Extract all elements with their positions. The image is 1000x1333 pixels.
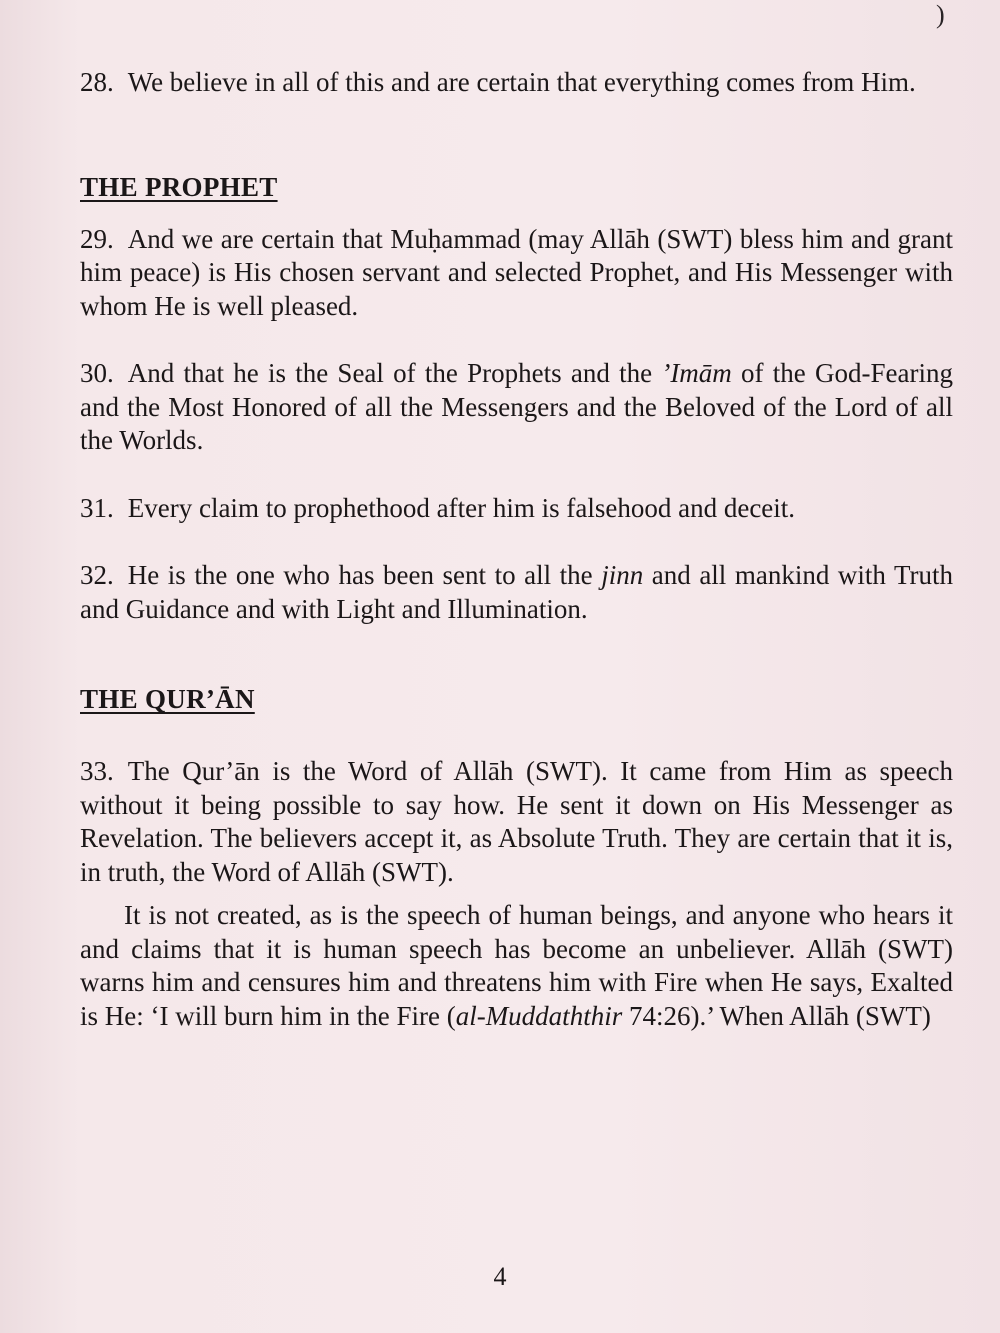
corner-mark: ) <box>936 0 945 29</box>
paragraph-text: The Qur’ān is the Word of Allāh (SWT). It came from Him as speech without it being possible to say how. He sent it down on His Messenger as Revelation. The believers accept it, as Absolute Truth. They are certain that it is, in truth, the Word of Allāh (SWT). <box>80 756 953 887</box>
paragraph-text-cont: of the God-Fearing and the Most Honored of all the Messengers and the Beloved of the Lord of all the Worlds. <box>80 358 953 455</box>
paragraph-text: And we are certain that Muḥammad (may Allāh (SWT) bless him and grant him peace) is His chosen servant and selected Prophet, and His Messenger with whom He is well pleased. <box>80 223 953 321</box>
paragraph-text: And that he is the Seal of the Prophets and the <box>127 358 662 388</box>
paragraph-number: 31. <box>80 492 114 523</box>
paragraph-text: He is the one who has been sent to all the <box>127 560 602 590</box>
paragraph-number: 29. <box>80 223 114 254</box>
page-number: 4 <box>493 1262 507 1291</box>
section-heading-prophet: THE PROPHET <box>80 171 278 202</box>
paragraph-30 <box>80 357 953 458</box>
paragraph-29 <box>80 223 953 324</box>
italic-term: ’Imām <box>661 358 732 388</box>
section-heading-quran: THE QUR’ĀN <box>80 684 255 714</box>
paragraph-number: 33. <box>80 756 114 786</box>
paragraph-number: 30. <box>80 358 114 388</box>
paragraph-28 <box>80 66 953 100</box>
paragraph-number: 32. <box>80 560 114 590</box>
paragraph-text-cont: and all mankind with Truth and Guidance and with Light and Illumination. <box>80 560 954 624</box>
paragraph-number: 28. <box>80 67 114 97</box>
paragraph-text: Every claim to prophethood after him is falsehood and deceit. <box>127 492 796 523</box>
paragraph-text-cont: 74:26).’ When Allāh (SWT) <box>622 1000 931 1031</box>
paragraph-text: We believe in all of this and are certain that everything comes from Him. <box>127 67 916 97</box>
paragraph-33 <box>80 755 953 889</box>
paragraph-text: It is not created, as is the speech of human beings, and anyone who hears it and claims that it is human speech has become an unbeliever. Allāh (SWT) warns him and censures him and threatens him with Fire when He says, Exalted is He: ‘I will burn him in the Fire ( <box>80 900 953 1031</box>
paragraph-33-continued <box>80 899 953 1033</box>
italic-term: al-Muddaththir <box>455 1000 623 1031</box>
italic-term: jinn <box>601 560 644 590</box>
paragraph-32 <box>80 559 953 626</box>
paragraph-31 <box>80 492 953 526</box>
document-body <box>80 66 953 1033</box>
